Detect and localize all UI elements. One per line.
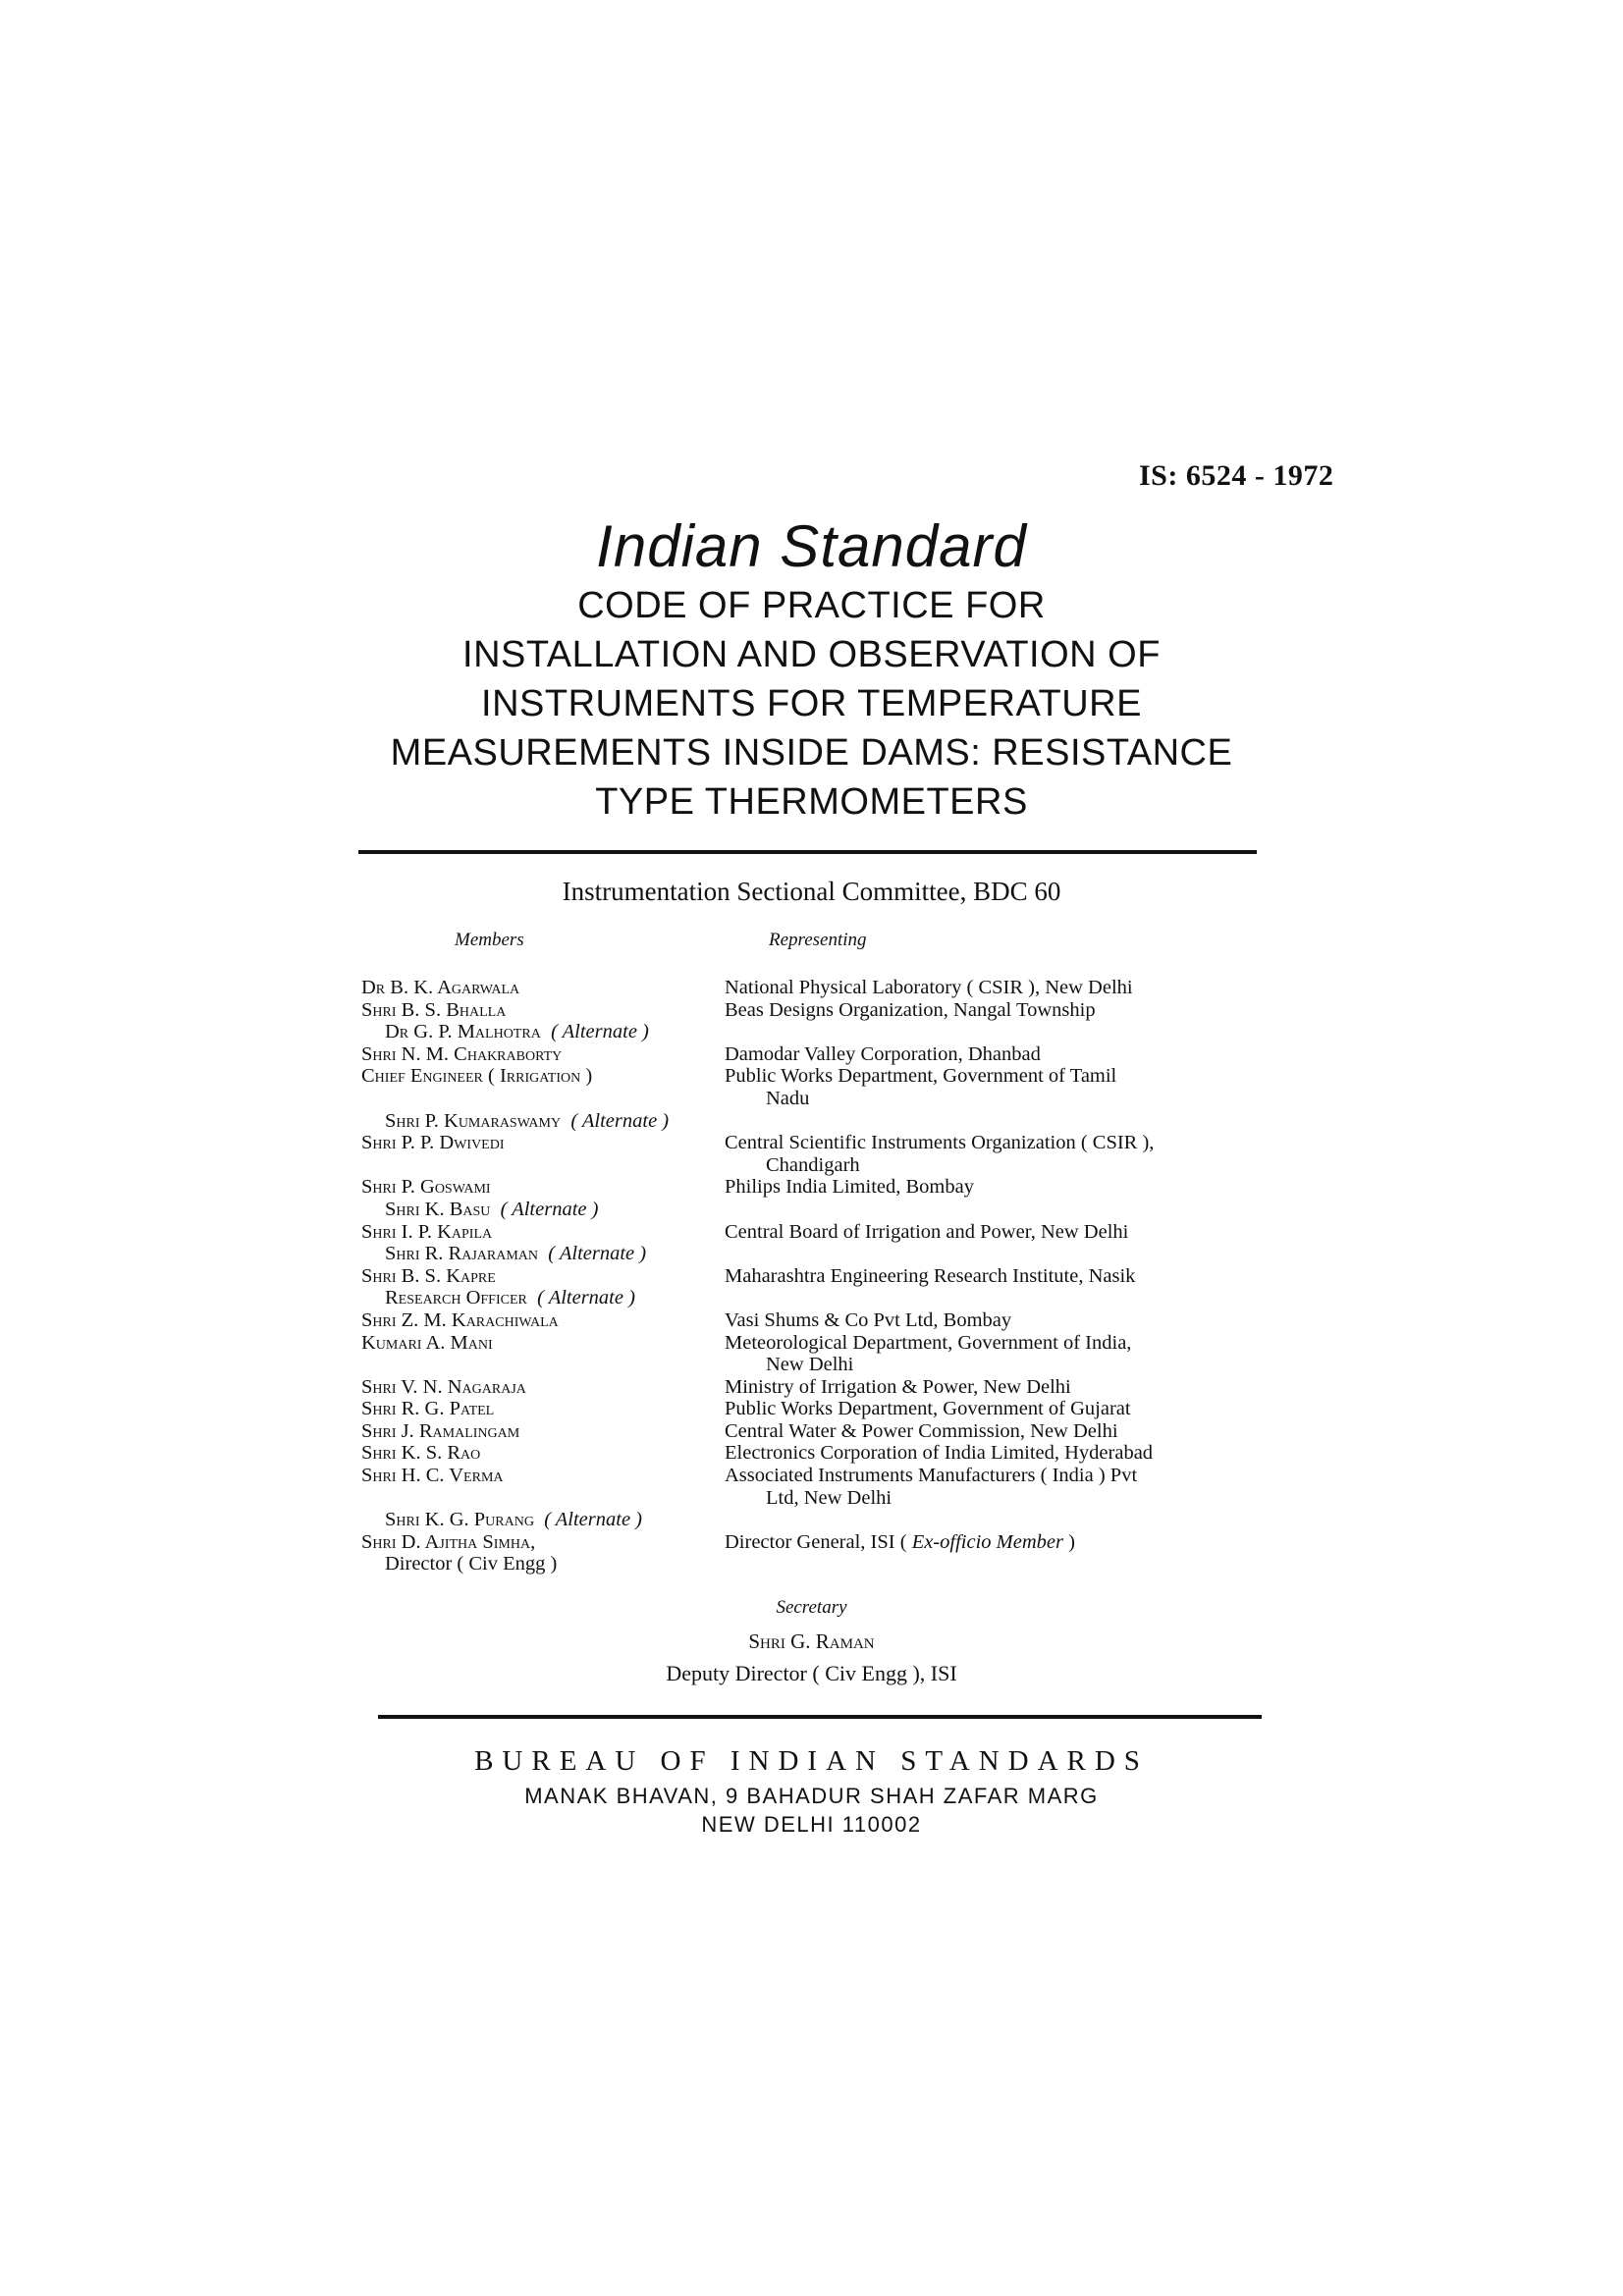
member-representing xyxy=(725,1176,1265,1199)
member-name: Shri N. M. Chakraborty xyxy=(361,1042,563,1065)
member-name: Shri R. G. Patel xyxy=(361,1398,495,1420)
member-name: Research Officer xyxy=(385,1287,527,1309)
member-row xyxy=(361,1332,1265,1376)
member-row xyxy=(361,1420,1265,1443)
standard-number: IS: 6524 - 1972 xyxy=(1139,459,1334,492)
member-representing xyxy=(725,1221,1265,1244)
member-row xyxy=(361,1309,1265,1332)
member-representing xyxy=(725,1309,1265,1332)
member-row xyxy=(361,977,1265,999)
member-name: Shri P. Kumaraswamy xyxy=(385,1109,562,1132)
representing-text: Central Water & Power Commission, New Delhi xyxy=(725,1419,1118,1442)
member-row xyxy=(361,1465,1265,1509)
committee-name: Instrumentation Sectional Committee, BDC 60 xyxy=(562,877,1061,906)
title-line: TYPE THERMOMETERS xyxy=(595,781,1028,823)
member-row xyxy=(361,1398,1265,1420)
alternate-label: ( Alternate ) xyxy=(551,1021,649,1043)
member-row xyxy=(361,1176,1265,1199)
member-representing xyxy=(725,1043,1265,1066)
member-name: Shri P. P. Dwivedi xyxy=(361,1132,505,1154)
representing-text: Philips India Limited, Bombay xyxy=(725,1176,974,1199)
member-row xyxy=(361,1265,1265,1288)
member-name: Chief Engineer ( Irrigation ) xyxy=(361,1065,593,1088)
title-line: CODE OF PRACTICE FOR xyxy=(577,585,1046,626)
member-row xyxy=(361,1221,1265,1244)
member-name: Shri Z. M. Karachiwala xyxy=(361,1308,559,1331)
member-name: Shri J. Ramalingam xyxy=(361,1419,520,1442)
representing-text: Ministry of Irrigation & Power, New Delhi xyxy=(725,1375,1071,1398)
representing-text-continued: New Delhi xyxy=(766,1354,854,1376)
member-row xyxy=(361,1021,1265,1043)
representing-text-continued: Nadu xyxy=(766,1087,810,1109)
member-name: Shri P. Goswami xyxy=(361,1176,491,1199)
member-row xyxy=(361,1509,1265,1531)
publisher-address-line: NEW DELHI 110002 xyxy=(701,1812,922,1837)
members-column-heading: Members xyxy=(455,930,524,950)
title-line: MEASUREMENTS INSIDE DAMS: RESISTANCE xyxy=(390,732,1233,774)
member-title: Director ( Civ Engg ) xyxy=(385,1553,558,1575)
member-row xyxy=(361,999,1265,1022)
representing-text: Maharashtra Engineering Research Institute, Nasik xyxy=(725,1264,1136,1287)
member-name: Kumari A. Mani xyxy=(361,1331,493,1354)
member-name: Shri V. N. Nagaraja xyxy=(361,1375,526,1398)
member-representing xyxy=(725,1132,1265,1176)
representing-column-heading: Representing xyxy=(769,930,867,950)
member-name: Shri B. S. Bhalla xyxy=(361,998,507,1021)
member-name: Shri I. P. Kapila xyxy=(361,1220,493,1243)
secretary-label: Secretary xyxy=(776,1597,847,1618)
representing-text: National Physical Laboratory ( CSIR ), New Delhi xyxy=(725,977,1133,998)
alternate-label: ( Alternate ) xyxy=(500,1198,599,1220)
document-kind-heading: Indian Standard xyxy=(596,513,1027,579)
member-row xyxy=(361,1199,1265,1221)
member-name: Dr G. P. Malhotra xyxy=(385,1021,541,1043)
member-row xyxy=(361,1043,1265,1066)
member-representing xyxy=(725,1332,1265,1376)
member-representing xyxy=(725,999,1265,1022)
representing-text: Director General, ISI ( Ex-officio Member ) xyxy=(725,1530,1075,1553)
member-representing xyxy=(725,1531,1265,1554)
member-row xyxy=(361,1243,1265,1265)
member-name: Shri K. G. Purang xyxy=(385,1509,534,1531)
representing-text: Public Works Department, Government of Tamil xyxy=(725,1065,1117,1088)
member-name: Shri D. Ajitha Simha, xyxy=(361,1530,536,1553)
representing-text: Electronics Corporation of India Limited, Hyderabad xyxy=(725,1442,1154,1465)
divider-rule xyxy=(378,1715,1262,1719)
member-name: Shri K. S. Rao xyxy=(361,1442,481,1465)
member-row xyxy=(361,1376,1265,1399)
representing-text: Beas Designs Organization, Nangal Township xyxy=(725,998,1096,1021)
title-line: INSTRUMENTS FOR TEMPERATURE xyxy=(481,683,1142,724)
member-row xyxy=(361,1110,1265,1133)
alternate-label: ( Alternate ) xyxy=(537,1287,635,1309)
member-name: Shri B. S. Kapre xyxy=(361,1264,496,1287)
member-name: Shri K. Basu xyxy=(385,1198,491,1220)
alternate-label: ( Alternate ) xyxy=(544,1509,643,1531)
representing-text: Central Board of Irrigation and Power, New Delhi xyxy=(725,1220,1129,1243)
member-representing xyxy=(725,1376,1265,1399)
representing-text: Central Scientific Instruments Organization ( CSIR ), xyxy=(725,1132,1155,1154)
member-name: Shri H. C. Verma xyxy=(361,1465,504,1487)
representing-text-continued: Ltd, New Delhi xyxy=(766,1486,893,1509)
alternate-label: ( Alternate ) xyxy=(548,1243,647,1265)
member-representing xyxy=(725,1420,1265,1443)
member-representing xyxy=(725,1398,1265,1420)
member-representing xyxy=(725,977,1265,999)
representing-text: Vasi Shums & Co Pvt Ltd, Bombay xyxy=(725,1308,1012,1331)
representing-text: Public Works Department, Government of Gujarat xyxy=(725,1398,1131,1420)
publisher-address-line: MANAK BHAVAN, 9 BAHADUR SHAH ZAFAR MARG xyxy=(524,1784,1099,1808)
member-row xyxy=(361,1132,1265,1176)
member-representing xyxy=(725,1465,1265,1509)
member-representing xyxy=(725,1065,1265,1109)
member-representing xyxy=(725,1265,1265,1288)
member-representing xyxy=(725,1442,1265,1465)
secretary-name: Shri G. Raman xyxy=(748,1629,875,1653)
document-title xyxy=(0,581,1623,827)
publisher-name: BUREAU OF INDIAN STANDARDS xyxy=(474,1745,1149,1777)
title-line: INSTALLATION AND OBSERVATION OF xyxy=(462,634,1161,675)
member-row xyxy=(361,1442,1265,1465)
member-name: Dr B. K. Agarwala xyxy=(361,977,520,998)
member-row xyxy=(361,1531,1265,1575)
alternate-label: ( Alternate ) xyxy=(570,1109,670,1132)
member-name: Shri R. Rajaraman xyxy=(385,1243,539,1265)
representing-text: Meteorological Department, Government of India, xyxy=(725,1331,1132,1354)
member-list xyxy=(361,977,1265,1575)
representing-text: Associated Instruments Manufacturers ( India ) Pvt xyxy=(725,1465,1138,1487)
member-row xyxy=(361,1065,1265,1109)
representing-text-continued: Chandigarh xyxy=(766,1153,860,1176)
representing-text: Damodar Valley Corporation, Dhanbad xyxy=(725,1042,1041,1065)
divider-rule xyxy=(358,850,1257,854)
member-row xyxy=(361,1287,1265,1309)
secretary-role: Deputy Director ( Civ Engg ), ISI xyxy=(666,1661,957,1685)
